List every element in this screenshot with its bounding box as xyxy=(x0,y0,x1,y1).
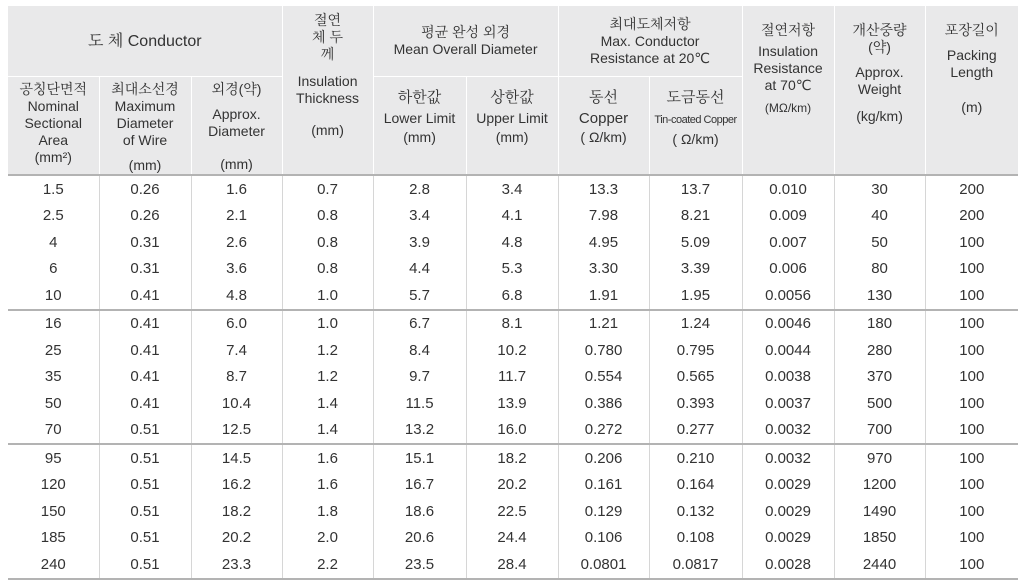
cell-insulation-resistance: 0.006 xyxy=(742,256,834,283)
cell-upper-limit: 24.4 xyxy=(466,525,558,552)
cell-approx-weight: 970 xyxy=(834,444,925,472)
cell-upper-limit: 4.1 xyxy=(466,203,558,230)
cell-nominal-area: 16 xyxy=(8,310,99,338)
cell-max-wire-diameter: 0.41 xyxy=(99,282,191,310)
cell-upper-limit: 5.3 xyxy=(466,256,558,283)
cell-insulation-resistance: 0.0029 xyxy=(742,472,834,499)
header-tin-coated-copper xyxy=(649,77,742,176)
cell-copper-resistance: 0.272 xyxy=(558,417,649,445)
cell-copper-resistance: 0.161 xyxy=(558,472,649,499)
table-row xyxy=(8,282,1018,310)
table-row xyxy=(8,498,1018,525)
cell-approx-weight: 500 xyxy=(834,390,925,417)
cell-tin-coated-resistance: 0.277 xyxy=(649,417,742,445)
cell-approx-weight: 2440 xyxy=(834,551,925,579)
cell-max-wire-diameter: 0.26 xyxy=(99,175,191,203)
cell-approx-diameter: 8.7 xyxy=(191,364,282,391)
cell-approx-weight: 40 xyxy=(834,203,925,230)
cell-upper-limit: 18.2 xyxy=(466,444,558,472)
cell-lower-limit: 16.7 xyxy=(373,472,466,499)
cell-tin-coated-resistance: 1.95 xyxy=(649,282,742,310)
cell-copper-resistance: 0.780 xyxy=(558,337,649,364)
cell-insulation-resistance: 0.0028 xyxy=(742,551,834,579)
header-copper-en: Copper xyxy=(578,110,629,127)
cell-packing-length: 100 xyxy=(925,256,1018,283)
header-weight-en: Approx. Weight xyxy=(855,64,904,97)
cell-lower-limit: 8.4 xyxy=(373,337,466,364)
cell-nominal-area: 6 xyxy=(49,260,58,278)
cell-packing-length: 100 xyxy=(925,525,1018,552)
table-body xyxy=(8,175,1018,579)
header-ins-res-ko: 절연저항 xyxy=(760,22,816,38)
cell-insulation-resistance: 0.007 xyxy=(742,229,834,256)
header-copper-unit: ( Ω/km) xyxy=(580,129,627,145)
cell-approx-weight: 80 xyxy=(834,256,925,283)
header-copper-ko: 동선 xyxy=(589,89,619,106)
cell-approx-weight: 370 xyxy=(834,364,925,391)
cell-approx-diameter: 16.2 xyxy=(191,472,282,499)
header-nominal-area xyxy=(8,77,99,176)
header-mean-overall-diameter xyxy=(373,6,558,77)
cell-approx-diameter: 10.4 xyxy=(191,390,282,417)
cell-lower-limit: 9.7 xyxy=(373,364,466,391)
header-mean-od-ko: 평균 완성 외경 xyxy=(421,24,510,40)
cell-nominal-area: 150 xyxy=(40,502,66,520)
cell-approx-diameter: 20.2 xyxy=(191,525,282,552)
cell-tin-coated-resistance: 8.21 xyxy=(649,203,742,230)
cell-insulation-resistance: 0.0056 xyxy=(742,282,834,310)
cell-insulation-thickness: 1.8 xyxy=(282,498,373,525)
cell-tin-coated-resistance: 0.108 xyxy=(649,525,742,552)
header-nominal-area-ko: 공칭단면적 xyxy=(19,81,88,97)
cell-packing-length: 100 xyxy=(925,498,1018,525)
cell-lower-limit: 13.2 xyxy=(373,417,466,445)
cell-upper-limit: 10.2 xyxy=(466,337,558,364)
cell-copper-resistance: 4.95 xyxy=(558,229,649,256)
table-row xyxy=(8,229,1018,256)
cell-packing-length: 100 xyxy=(925,310,1018,338)
cell-insulation-thickness: 1.4 xyxy=(282,417,373,445)
cell-tin-coated-resistance: 0.164 xyxy=(649,472,742,499)
cell-insulation-resistance: 0.009 xyxy=(742,203,834,230)
cable-spec-table xyxy=(8,6,1018,580)
cell-approx-diameter: 4.8 xyxy=(191,282,282,310)
cell-approx-weight: 180 xyxy=(834,310,925,338)
table-row xyxy=(8,364,1018,391)
cell-insulation-resistance: 0.0032 xyxy=(742,444,834,472)
cell-copper-resistance: 0.129 xyxy=(558,498,649,525)
header-max-wire xyxy=(99,77,191,176)
table-row xyxy=(8,444,1018,472)
cell-insulation-thickness: 0.8 xyxy=(282,256,373,283)
header-insulation-en: Insulation Thickness xyxy=(296,73,360,106)
header-approx-dia-ko: 외경(약) xyxy=(211,81,262,97)
header-upper-unit: (mm) xyxy=(495,129,529,145)
header-max-wire-ko: 최대소선경 xyxy=(111,81,179,97)
table-row xyxy=(8,175,1018,203)
cell-upper-limit: 8.1 xyxy=(466,310,558,338)
cell-approx-diameter: 3.6 xyxy=(191,256,282,283)
cell-tin-coated-resistance: 0.210 xyxy=(649,444,742,472)
header-packing-length xyxy=(925,6,1018,175)
cell-nominal-area: 2.5 xyxy=(42,207,64,225)
cell-max-wire-diameter: 0.26 xyxy=(99,203,191,230)
header-copper xyxy=(558,77,649,176)
cell-nominal-area: 25 xyxy=(44,341,62,359)
cell-packing-length: 100 xyxy=(925,551,1018,579)
cell-insulation-thickness: 1.6 xyxy=(282,444,373,472)
cell-copper-resistance: 13.3 xyxy=(558,175,649,203)
header-approx-weight xyxy=(834,6,925,175)
cell-insulation-thickness: 1.0 xyxy=(282,310,373,338)
cell-nominal-area: 4 xyxy=(49,233,58,251)
cell-insulation-thickness: 0.8 xyxy=(282,203,373,230)
header-upper-limit xyxy=(466,77,558,176)
cell-packing-length: 200 xyxy=(925,203,1018,230)
header-tin-unit: ( Ω/km) xyxy=(672,131,719,147)
header-packing-ko: 포장길이 xyxy=(944,22,999,38)
cell-insulation-resistance: 0.0046 xyxy=(742,310,834,338)
cell-copper-resistance: 1.21 xyxy=(558,310,649,338)
cell-insulation-thickness: 2.0 xyxy=(282,525,373,552)
cell-tin-coated-resistance: 1.24 xyxy=(649,310,742,338)
cell-max-wire-diameter: 0.41 xyxy=(99,390,191,417)
cell-tin-coated-resistance: 0.565 xyxy=(649,364,742,391)
cell-approx-diameter: 18.2 xyxy=(191,498,282,525)
cell-insulation-resistance: 0.0032 xyxy=(742,417,834,445)
cell-lower-limit: 11.5 xyxy=(373,390,466,417)
cell-copper-resistance: 3.30 xyxy=(558,256,649,283)
cell-nominal-area: 10 xyxy=(44,286,62,304)
cell-packing-length: 100 xyxy=(925,444,1018,472)
header-nominal-area-unit: (mm²) xyxy=(34,149,72,165)
header-lower-unit: (mm) xyxy=(403,129,436,145)
header-insulation-unit: (mm) xyxy=(311,122,344,138)
cell-packing-length: 100 xyxy=(925,337,1018,364)
cell-copper-resistance: 1.91 xyxy=(558,282,649,310)
cell-tin-coated-resistance: 13.7 xyxy=(649,175,742,203)
cell-copper-resistance: 0.386 xyxy=(558,390,649,417)
cell-insulation-thickness: 1.6 xyxy=(282,472,373,499)
cell-packing-length: 100 xyxy=(925,364,1018,391)
cell-insulation-thickness: 2.2 xyxy=(282,551,373,579)
header-weight-unit: (kg/km) xyxy=(856,108,903,124)
cell-approx-weight: 1850 xyxy=(834,525,925,552)
cell-upper-limit: 11.7 xyxy=(466,364,558,391)
cell-lower-limit: 20.6 xyxy=(373,525,466,552)
cell-packing-length: 100 xyxy=(925,390,1018,417)
table-row xyxy=(8,525,1018,552)
header-packing-unit: (m) xyxy=(961,99,983,115)
header-tin-en: Tin-coated Copper xyxy=(654,114,737,126)
cell-max-wire-diameter: 0.51 xyxy=(99,417,191,445)
header-max-wire-en: Maximum Diameter of Wire xyxy=(114,98,176,148)
cell-lower-limit: 5.7 xyxy=(373,282,466,310)
cell-max-wire-diameter: 0.51 xyxy=(99,472,191,499)
cell-insulation-resistance: 0.0029 xyxy=(742,525,834,552)
cell-lower-limit: 15.1 xyxy=(373,444,466,472)
header-max-res-en: Max. Conductor Resistance at 20℃ xyxy=(590,32,711,66)
cell-max-wire-diameter: 0.51 xyxy=(99,525,191,552)
cell-lower-limit: 18.6 xyxy=(373,498,466,525)
header-tin-ko: 도금동선 xyxy=(666,89,725,106)
cell-approx-weight: 50 xyxy=(834,229,925,256)
cell-max-wire-diameter: 0.31 xyxy=(99,256,191,283)
cell-approx-weight: 130 xyxy=(834,282,925,310)
cell-insulation-thickness: 0.7 xyxy=(282,175,373,203)
header-packing-en: Packing Length xyxy=(946,47,997,80)
cell-tin-coated-resistance: 0.393 xyxy=(649,390,742,417)
cell-tin-coated-resistance: 5.09 xyxy=(649,229,742,256)
cell-nominal-area: 95 xyxy=(8,444,99,472)
cell-copper-resistance: 7.98 xyxy=(558,203,649,230)
cell-approx-weight: 1490 xyxy=(834,498,925,525)
cell-insulation-thickness: 1.0 xyxy=(282,282,373,310)
cell-approx-weight: 700 xyxy=(834,417,925,445)
cell-tin-coated-resistance: 0.795 xyxy=(649,337,742,364)
cell-max-wire-diameter: 0.41 xyxy=(99,337,191,364)
header-conductor: 도 체 Conductor xyxy=(8,6,282,77)
cell-insulation-thickness: 1.2 xyxy=(282,364,373,391)
table-row xyxy=(8,256,1018,283)
table-row xyxy=(8,337,1018,364)
cell-insulation-thickness: 0.8 xyxy=(282,229,373,256)
cell-nominal-area: 35 xyxy=(44,368,62,386)
header-approx-diameter xyxy=(191,77,282,176)
cell-insulation-resistance: 0.010 xyxy=(742,175,834,203)
cell-upper-limit: 4.8 xyxy=(466,229,558,256)
cell-approx-diameter: 14.5 xyxy=(191,444,282,472)
header-max-wire-unit: (mm) xyxy=(128,157,162,173)
cell-copper-resistance: 0.206 xyxy=(558,444,649,472)
header-ins-res-unit: (MΩ/km) xyxy=(764,101,812,115)
header-ins-res-en: Insulation Resistance at 70℃ xyxy=(753,43,823,93)
cell-packing-length: 100 xyxy=(925,472,1018,499)
cell-max-wire-diameter: 0.51 xyxy=(99,444,191,472)
cell-packing-length: 100 xyxy=(925,417,1018,445)
cell-max-wire-diameter: 0.31 xyxy=(99,229,191,256)
table-row xyxy=(8,310,1018,338)
cell-copper-resistance: 0.554 xyxy=(558,364,649,391)
cell-nominal-area: 50 xyxy=(44,394,62,412)
header-lower-en: Lower Limit xyxy=(383,110,456,126)
header-mean-od-en: Mean Overall Diameter xyxy=(393,41,538,57)
cell-lower-limit: 3.4 xyxy=(373,203,466,230)
cell-lower-limit: 6.7 xyxy=(373,310,466,338)
cell-upper-limit: 28.4 xyxy=(466,551,558,579)
header-approx-dia-en: Approx. Diameter xyxy=(208,106,265,139)
header-max-conductor-resistance xyxy=(558,6,742,77)
cell-approx-diameter: 12.5 xyxy=(191,417,282,445)
cell-nominal-area: 1.5 xyxy=(8,175,99,203)
cell-max-wire-diameter: 0.51 xyxy=(99,551,191,579)
cell-packing-length: 100 xyxy=(925,229,1018,256)
cell-upper-limit: 3.4 xyxy=(466,175,558,203)
header-upper-en: Upper Limit xyxy=(476,110,548,126)
header-insulation-ko: 절연체 두께 xyxy=(312,12,343,62)
cell-max-wire-diameter: 0.41 xyxy=(99,310,191,338)
header-approx-dia-unit: (mm) xyxy=(220,156,253,172)
cell-lower-limit: 4.4 xyxy=(373,256,466,283)
cell-packing-length: 100 xyxy=(925,282,1018,310)
table-row xyxy=(8,551,1018,579)
cell-insulation-thickness: 1.2 xyxy=(282,337,373,364)
cell-insulation-resistance: 0.0038 xyxy=(742,364,834,391)
cell-approx-diameter: 7.4 xyxy=(191,337,282,364)
cell-approx-diameter: 1.6 xyxy=(191,175,282,203)
cell-tin-coated-resistance: 3.39 xyxy=(649,256,742,283)
table-row xyxy=(8,390,1018,417)
cell-packing-length: 200 xyxy=(925,175,1018,203)
header-upper-ko: 상한값 xyxy=(490,89,534,106)
header-weight-ko: 개산중량 (약) xyxy=(852,22,907,55)
table-header xyxy=(8,6,1018,175)
cell-upper-limit: 13.9 xyxy=(466,390,558,417)
cell-tin-coated-resistance: 0.0817 xyxy=(649,551,742,579)
cell-nominal-area: 185 xyxy=(40,529,66,547)
cell-max-wire-diameter: 0.51 xyxy=(99,498,191,525)
cell-approx-weight: 280 xyxy=(834,337,925,364)
header-max-res-ko: 최대도체저항 xyxy=(609,15,691,32)
header-insulation-resistance xyxy=(742,6,834,175)
cell-approx-weight: 30 xyxy=(834,175,925,203)
cell-insulation-resistance: 0.0044 xyxy=(742,337,834,364)
cell-upper-limit: 16.0 xyxy=(466,417,558,445)
cell-approx-diameter: 6.0 xyxy=(191,310,282,338)
cell-approx-weight: 1200 xyxy=(834,472,925,499)
header-lower-limit xyxy=(373,77,466,176)
cell-nominal-area: 70 xyxy=(44,421,62,439)
cell-insulation-thickness: 1.4 xyxy=(282,390,373,417)
cell-upper-limit: 6.8 xyxy=(466,282,558,310)
header-insulation-thickness xyxy=(282,6,373,175)
cell-lower-limit: 2.8 xyxy=(373,175,466,203)
cell-max-wire-diameter: 0.41 xyxy=(99,364,191,391)
table-row xyxy=(8,417,1018,445)
cell-upper-limit: 20.2 xyxy=(466,472,558,499)
table-row xyxy=(8,203,1018,230)
cell-nominal-area: 240 xyxy=(8,551,99,579)
cell-nominal-area: 120 xyxy=(40,476,66,494)
cell-insulation-resistance: 0.0029 xyxy=(742,498,834,525)
cell-copper-resistance: 0.0801 xyxy=(558,551,649,579)
cell-approx-diameter: 23.3 xyxy=(191,551,282,579)
cell-tin-coated-resistance: 0.132 xyxy=(649,498,742,525)
cell-upper-limit: 22.5 xyxy=(466,498,558,525)
cell-lower-limit: 23.5 xyxy=(373,551,466,579)
cell-approx-diameter: 2.6 xyxy=(191,229,282,256)
cell-lower-limit: 3.9 xyxy=(373,229,466,256)
cell-approx-diameter: 2.1 xyxy=(191,203,282,230)
header-lower-ko: 하한값 xyxy=(397,89,442,106)
header-nominal-area-en: Nominal Sectional Area xyxy=(24,98,83,148)
table-row xyxy=(8,472,1018,499)
cell-insulation-resistance: 0.0037 xyxy=(742,390,834,417)
cell-copper-resistance: 0.106 xyxy=(558,525,649,552)
